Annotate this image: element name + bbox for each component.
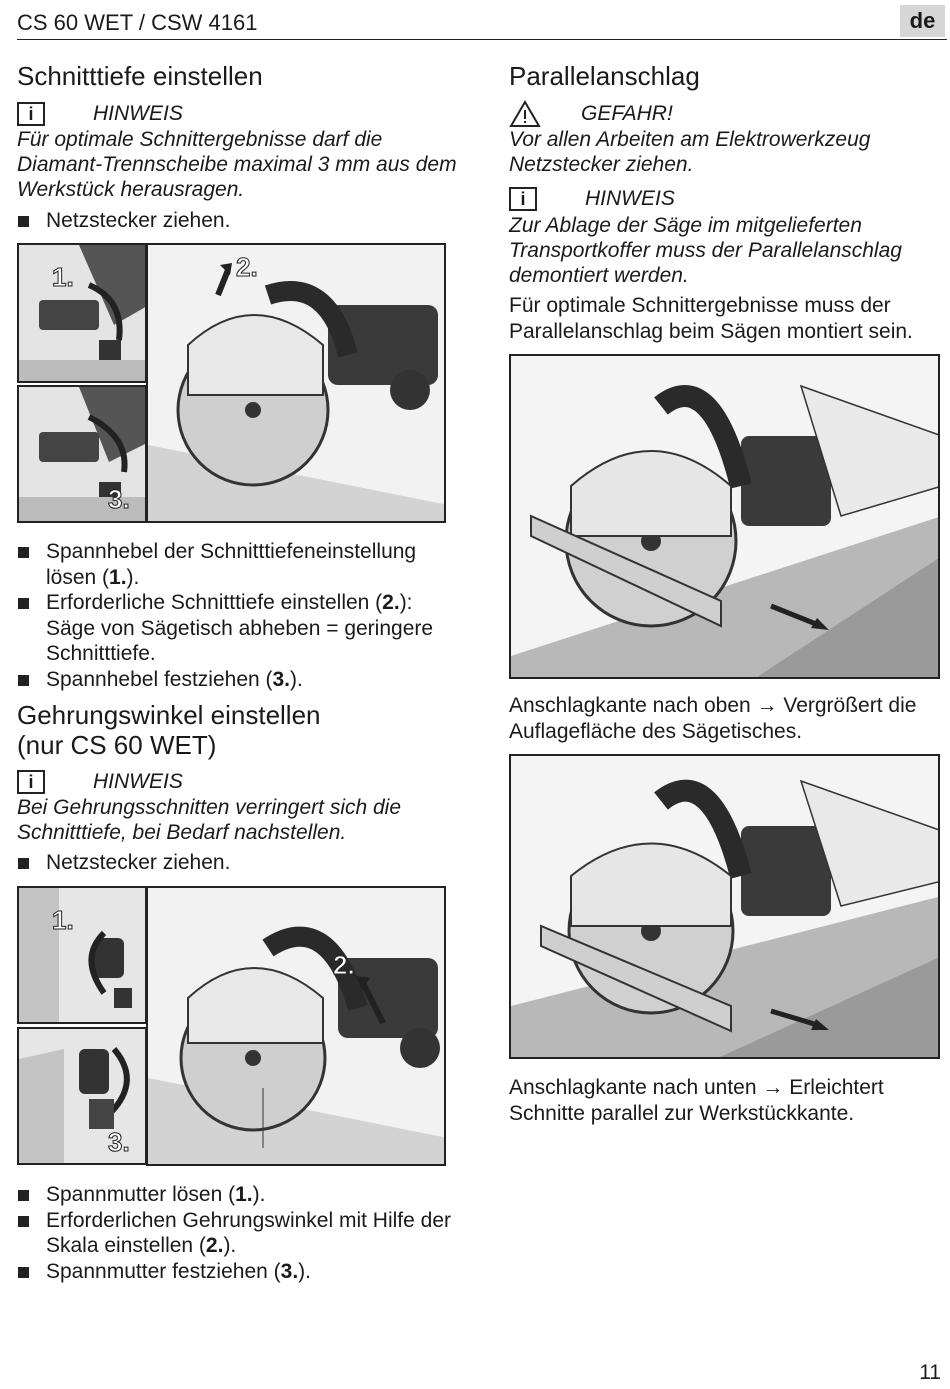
caption-guide-down: Anschlagkante nach unten → Erleichtert Schnitte parallel zur Werkstückkante. (509, 1076, 884, 1125)
list-item: Spannmutter lösen (1.). (17, 1182, 457, 1208)
list-item: Netzstecker ziehen. (17, 850, 457, 876)
danger-text: Vor allen Arbeiten am Elektrowerkzeug Netzstecker ziehen. (509, 128, 871, 176)
note-text: Für optimale Schnittergebnisse darf die Diamant-Trennscheibe maximal 3 mm aus dem Werkstück herausragen. (17, 128, 457, 201)
list-item: Spannmutter festziehen (3.). (17, 1259, 457, 1285)
section-title-schnitttiefe: Schnitttiefe einstellen (17, 61, 263, 91)
steps-list-depth (17, 539, 457, 692)
list-item: Erforderliche Schnitttiefe einstellen (2.): Säge von Sägetisch abheben = geringere Schnitttiefe. (17, 590, 457, 667)
list-item: Spannhebel der Schnitttiefeneinstellung lösen (1.). (17, 539, 457, 590)
figure-guide-up (509, 354, 940, 679)
header-divider (17, 39, 947, 40)
note-heading (509, 187, 929, 211)
nut-detail-illustration (19, 888, 147, 1024)
steps-list-bevel (17, 1182, 457, 1284)
language-badge: de (900, 5, 945, 37)
info-icon: i (509, 187, 537, 211)
figure-label-step: 1. (52, 905, 74, 935)
list-item: Netzstecker ziehen. (17, 208, 457, 234)
note-heading (17, 102, 457, 126)
warning-triangle-icon (509, 100, 541, 128)
danger-label: GEFAHR! (581, 102, 673, 125)
document-header-title: CS 60 WET / CSW 4161 (17, 10, 258, 35)
figure-saw-bevel (146, 886, 446, 1166)
info-icon: i (17, 102, 45, 126)
info-icon: i (17, 770, 45, 794)
body-text: Für optimale Schnittergebnisse muss der Parallelanschlag beim Sägen montiert sein. (509, 294, 913, 343)
circular-saw-illustration (148, 888, 446, 1166)
note-label: HINWEIS (93, 102, 183, 125)
figure-label-step: 2. (333, 950, 355, 980)
note-text: Zur Ablage der Säge im mitgelieferten Transportkoffer muss der Parallelanschlag demontiert werden. (509, 214, 902, 287)
figure-saw-depth (146, 243, 446, 523)
figure-label-step: 1. (52, 262, 74, 292)
saw-with-guide-illustration (511, 356, 940, 679)
figure-bevel-detail-1 (17, 886, 147, 1024)
section-title-parallelanschlag: Parallelanschlag (509, 61, 700, 91)
note-label: HINWEIS (93, 770, 183, 793)
section-title-gehrungswinkel: Gehrungswinkel einstellen (nur CS 60 WET) (17, 700, 321, 760)
caption-guide-up: Anschlagkante nach oben → Vergrößert die Auflagefläche des Sägetisches. (509, 694, 917, 743)
figure-label-step: 3. (108, 484, 130, 514)
pre-steps-list (17, 208, 457, 234)
pre-steps-list (17, 850, 457, 876)
list-item: Erforderlichen Gehrungswinkel mit Hilfe der Skala einstellen (2.). (17, 1208, 457, 1259)
note-label: HINWEIS (585, 187, 675, 210)
figure-depth-detail-1 (17, 243, 147, 383)
figure-label-step: 2. (236, 252, 258, 282)
figure-guide-down (509, 754, 940, 1059)
note-text: Bei Gehrungsschnitten verringert sich die Schnitttiefe, bei Bedarf nachstellen. (17, 796, 402, 844)
danger-heading (509, 100, 929, 128)
saw-with-guide-illustration (511, 756, 940, 1059)
figure-label-step: 3. (108, 1127, 130, 1157)
circular-saw-illustration (148, 245, 446, 523)
note-heading (17, 770, 457, 794)
page-number: 11 (919, 1361, 941, 1384)
lever-detail-illustration (19, 245, 147, 383)
list-item: Spannhebel festziehen (3.). (17, 667, 457, 693)
